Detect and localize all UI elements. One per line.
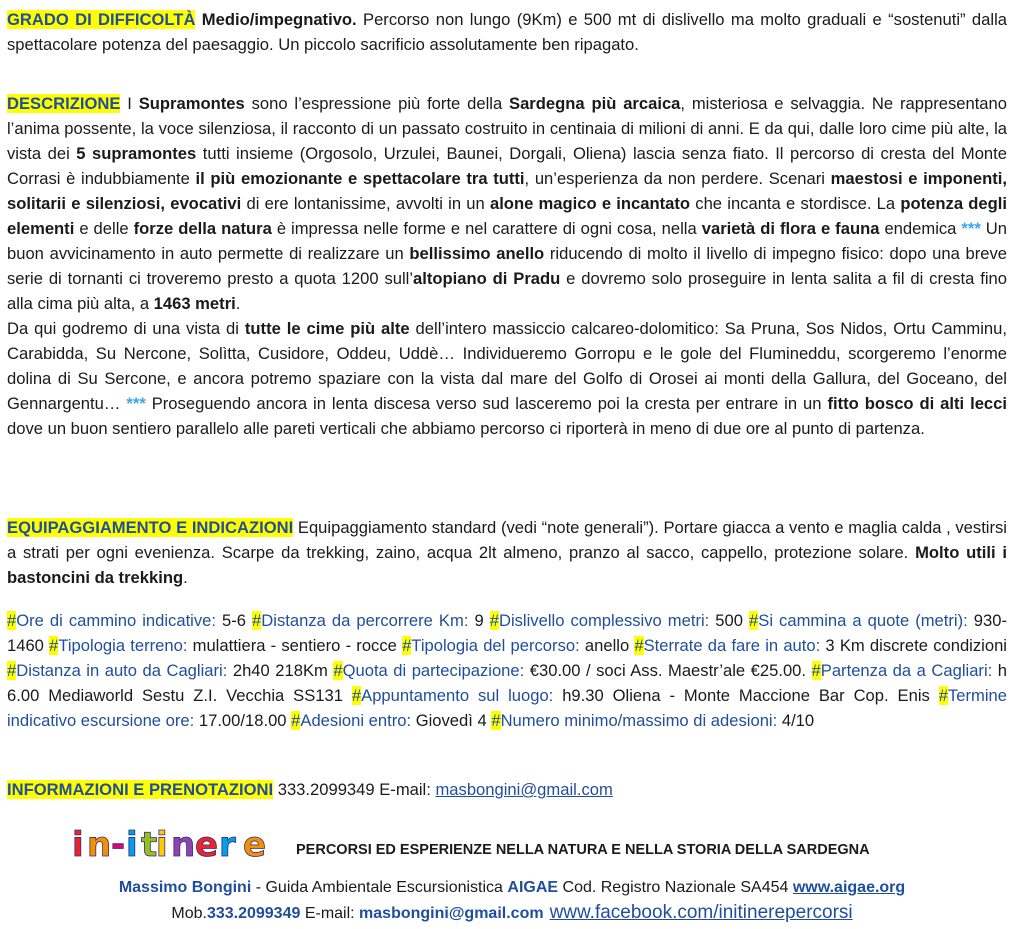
desc-text: Proseguendo ancora in lenta discesa verso sud lasceremo poi la cresta per entrare in un — [145, 394, 828, 413]
description-section — [7, 91, 1007, 441]
detail-label: #Partenza da a Cagliari: — [811, 661, 993, 680]
desc-bold: fitto bosco di alti lecci — [827, 394, 1007, 413]
description-paragraph-2 — [7, 316, 1007, 441]
desc-text: tutti insieme (Orgosolo, Urzulei, Baunei, Dorgali, Oliena) lascia senza fiato. Il percorso di cresta del Monte Corrasi è indubbiamente — [7, 144, 1007, 188]
aigae-link[interactable]: www.aigae.org — [792, 879, 906, 896]
detail-item — [634, 636, 1007, 655]
logo-letter: e — [195, 825, 219, 865]
details-list — [7, 608, 1007, 733]
footer-email[interactable]: masbongini@gmail.com — [359, 905, 544, 922]
equipment-text: Equipaggiamento standard (vedi “note generali”). Portare giacca a vento e maglia calda , vestirsi a strati per ogni evenienza. Scarpe da trekking, zaino, acqua 2lt almeno, pranzo al sacco, cappello, protezione solare. — [7, 518, 1007, 562]
detail-value: 5-6 — [216, 611, 253, 630]
detail-value: 930-1460 — [7, 611, 1007, 655]
description-paragraph-1 — [7, 91, 1007, 316]
detail-item — [402, 636, 634, 655]
desc-text: , misteriosa e selvaggia. Ne rappresentano l’anima possente, la voce silenziosa, il racconto di un passato costruito in centinaia di milioni di anni. E da qui, dalle loro cime più alte, la vista dei — [7, 94, 1007, 163]
guide-name: Massimo Bongini — [118, 879, 252, 896]
desc-text: è impressa nelle forme e nel carattere di ogni cosa, nella — [271, 219, 702, 238]
difficulty-heading: GRADO DI DIFFICOLTÀ — [7, 10, 196, 29]
desc-text: , un’esperienza da non perdere. Scenari — [524, 169, 831, 188]
detail-label: #Tipologia terreno: — [49, 636, 188, 655]
desc-text: . — [235, 294, 241, 313]
detail-item — [7, 661, 333, 680]
brand-tagline: PERCORSI ED ESPERIENZE NELLA NATURA E NELLA STORIA DELLA SARDEGNA — [296, 842, 870, 858]
detail-label: #Distanza in auto da Cagliari: — [7, 661, 228, 680]
desc-text: endemica — [879, 219, 962, 238]
detail-label: #Tipologia del percorso: — [402, 636, 580, 655]
desc-bold: Sardegna più arcaica — [509, 94, 681, 113]
guide-row — [0, 875, 1024, 900]
in-itinere-logo — [68, 820, 280, 866]
detail-label: #Numero minimo/massimo di adesioni: — [491, 711, 778, 730]
desc-text: e delle — [74, 219, 134, 238]
info-section — [7, 777, 1007, 802]
detail-item — [490, 611, 749, 630]
detail-label: #Distanza da percorrere Km: — [252, 611, 469, 630]
desc-text: dell’intero massiccio calcareo-dolomitico: Sa Pruna, Sos Nidos, Ortu Camminu, Carabidda, Su Nercone, Solìtta, Cusidore, Oddeu, Uddè… Individueremo Gorropu e le gole del Flumineddu, scorgeremo l’enorme dolina di Su Sercone, e ancora potremo spaziare con la vista dal mare del Golfo di Orosei ai monti della Gallura, del Goceano, del Gennargentu… — [7, 319, 1007, 413]
logo-letter: e — [243, 825, 267, 865]
desc-bold: il più emozionante e spettacolare tra tutti — [195, 169, 525, 188]
logo-letter: i — [72, 825, 84, 865]
detail-label: #Adesioni entro: — [291, 711, 412, 730]
footer-email-label: E-mail: — [300, 905, 360, 922]
info-email-link[interactable]: masbongini@gmail.com — [435, 780, 613, 799]
desc-text: I — [120, 94, 139, 113]
info-phone: 333.2099349 E-mail: — [273, 780, 436, 799]
stars-marker: *** — [126, 394, 146, 413]
detail-item — [291, 711, 491, 730]
desc-text: e dovremo solo proseguire in lenta salita a fil di cresta fino alla cima più alta, a — [7, 269, 1007, 313]
detail-item — [49, 636, 402, 655]
mob-label: Mob. — [171, 905, 207, 922]
equipment-heading: EQUIPAGGIAMENTO E INDICAZIONI — [7, 518, 294, 537]
detail-value: 500 — [709, 611, 750, 630]
logo-letter: i — [156, 825, 168, 865]
guide-desc: - Guida Ambientale Escursionistica — [251, 879, 508, 896]
detail-label: #Dislivello complessivo metri: — [489, 611, 710, 630]
desc-bold: Supramontes — [138, 94, 245, 113]
logo-letter: t — [141, 825, 158, 865]
equipment-section — [7, 515, 1007, 590]
info-heading: INFORMAZIONI E PRENOTAZIONI — [7, 780, 274, 799]
desc-bold: bellissimo anello — [409, 244, 545, 263]
equipment-end: . — [183, 568, 188, 587]
detail-item — [352, 686, 939, 705]
desc-text: Un buon avvicinamento in auto permette di realizzare un — [7, 219, 1008, 263]
detail-value: 4/10 — [777, 711, 815, 730]
aigae-label: AIGAE — [507, 879, 559, 896]
difficulty-text: Percorso non lungo (9Km) e 500 mt di dislivello ma molto graduali e “sostenuti” dalla spettacolare potenza del paesaggio. Un piccolo sacrificio assolutamente ben ripagato. — [7, 10, 1007, 54]
logo-letter: - — [111, 825, 126, 865]
mob-number: 333.2099349 — [206, 905, 301, 922]
desc-bold: tutte le cime più alte — [244, 319, 410, 338]
detail-item — [252, 611, 490, 630]
detail-value: Giovedì 4 — [411, 711, 492, 730]
logo-letter: n — [171, 825, 196, 865]
desc-bold: potenza degli elementi — [7, 194, 1007, 238]
detail-label: #Ore di cammino indicative: — [7, 611, 216, 630]
detail-value: 3 Km discrete condizioni — [820, 636, 1007, 655]
detail-label: #Si cammina a quote (metri): — [749, 611, 968, 630]
detail-item — [491, 711, 814, 730]
detail-item — [7, 611, 252, 630]
logo-letter: n — [87, 825, 112, 865]
desc-bold: varietà di flora e fauna — [701, 219, 880, 238]
detail-value: 2h40 218Km — [227, 661, 334, 680]
desc-text: sono l’espressione più forte della — [244, 94, 510, 113]
detail-value: mulattiera - sentiero - rocce — [187, 636, 403, 655]
detail-value: 9 — [468, 611, 490, 630]
difficulty-level: Medio/impegnativo. — [201, 10, 357, 29]
difficulty-section — [7, 7, 1007, 57]
brand-row — [60, 820, 1020, 866]
details-section — [7, 608, 1007, 733]
stars-marker: *** — [961, 219, 981, 238]
desc-text: dove un buon sentiero parallelo alle pareti verticali che abbiamo percorso ci riporterà in meno di due ore al punto di partenza. — [7, 419, 925, 438]
desc-bold: maestosi e imponenti, solitarii e silenziosi, evocativi — [7, 169, 1008, 213]
detail-label: #Quota di partecipazione: — [333, 661, 525, 680]
detail-value: anello — [579, 636, 635, 655]
detail-value: h 6.00 Mediaworld Sestu Z.I. Vecchia SS131 — [7, 661, 1007, 705]
contact-row — [0, 900, 1024, 926]
desc-text: Da qui godremo di una vista di — [7, 319, 245, 338]
facebook-link[interactable]: www.facebook.com/initinerepercorsi — [549, 902, 853, 923]
description-heading: DESCRIZIONE — [7, 94, 121, 113]
desc-bold: 5 supramontes — [76, 144, 197, 163]
equipment-bold: Molto utili i bastoncini da trekking — [7, 543, 1008, 587]
desc-bold: 1463 metri — [153, 294, 236, 313]
logo-letter: r — [219, 825, 236, 865]
desc-text: di ere lontanissime, avvolti in un — [241, 194, 490, 213]
logo-letter: i — [126, 825, 138, 865]
desc-bold: altopiano di Pradu — [413, 269, 561, 288]
detail-value: 17.00/18.00 — [194, 711, 292, 730]
desc-bold: forze della natura — [133, 219, 272, 238]
detail-label: #Termine indicativo escursione ore: — [7, 686, 1007, 730]
detail-item — [333, 661, 811, 680]
desc-text: che incanta e stordisce. La — [690, 194, 901, 213]
detail-label: #Appuntamento sul luogo: — [351, 686, 554, 705]
detail-label: #Sterrate da fare in auto: — [634, 636, 821, 655]
desc-text: riducendo di molto il livello di impegno fisico: dopo una breve serie di tornanti ci troveremo presto a quota 1200 sull’ — [7, 244, 1007, 288]
detail-value: h9.30 Oliena - Monte Maccione Bar Cop. Enis — [553, 686, 939, 705]
desc-bold: alone magico e incantato — [489, 194, 691, 213]
detail-value: €30.00 / soci Ass. Maestr’ale €25.00. — [524, 661, 812, 680]
registry-text: Cod. Registro Nazionale SA454 — [558, 879, 793, 896]
